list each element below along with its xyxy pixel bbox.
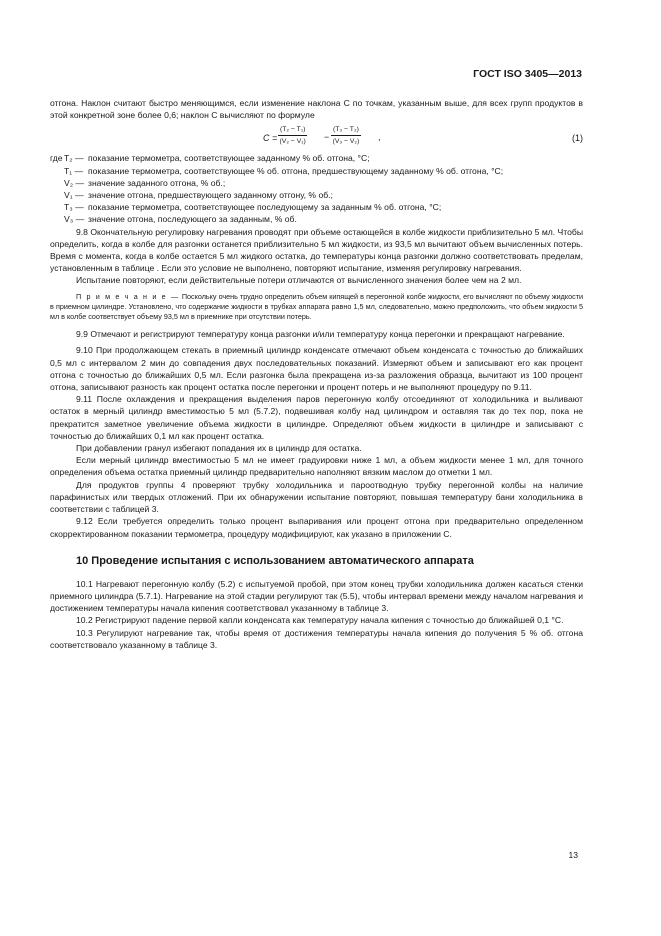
paragraph-9-8: 9.8 Окончательную регулировку нагревания проводят при объеме остающейся в колбе жидкости приблизительно 5 мл. Чтобы определить, когда в колбе для разгонки останется приблизительно 5 мл жидкости, из 93,5 мл вычитают объем вычисленных потерь. Время с момента, когда в колбе остается 5 мл жидкого остатка, до температуры конца разгонки должно соответствовать пределам, установленным в таблице . Если это условие не выполнено, повторяют испытание, изменяя регулировку нагревания.	[50, 226, 583, 274]
page-number: 13	[568, 850, 578, 860]
formula-fraction-2	[331, 124, 361, 147]
formula-tail: ,	[378, 132, 381, 143]
definition-row: V₁ — значение отгона, предшествующего заданному отгону, % об.;	[64, 190, 333, 201]
note-label: П р и м е ч а н и е —	[76, 291, 180, 301]
fraction-1-numerator: (T₂ − T₁)	[278, 124, 307, 136]
definition-row: где T₂ — показание термометра, соответствующее заданному % об. отгона, °C;	[50, 153, 370, 164]
definition-row: T₁ — показание термометра, соответствующее % об. отгона, предшествующему заданному % об. отгона, °C;	[64, 165, 504, 176]
paragraph-cylinder: Если мерный цилиндр вместимостью 5 мл не имеет градуировки ниже 1 мл, а объем жидкости менее 1 мл, для точного определения объема остатка приемный цилиндр предварительно наполняют вязким маслом до отметки 1 мл.	[50, 455, 583, 478]
section-heading: 10 Проведение испытания с использованием автоматического аппарата	[76, 554, 474, 567]
paragraph-9-10: 9.10 При продолжающем стекать в приемный цилиндр конденсате отмечают объем конденсата с точностью до ближайших 0,5 мл с интервалом 2 мин до совпадения двух последовательных показаний. Измеряют объем и записывают его как процент отгона с точностью до ближайших 0,5 мл. Если разгонка была прекращена из-за разложения образца, вычитают из 100 процент отгона, записывают разность как процент остатка после перегонки и процент потерь и не выполняют процедуру по 9.11.	[50, 345, 583, 393]
paragraph-10-1: 10.1 Нагревают перегонную колбу (5.2) с испытуемой пробой, при этом конец трубки холодильника должен касаться стенки приемного цилиндра (5.7.1). Нагревание на этой стадии регулируют так (5.5), чтобы интервал времени между началом нагревания и достижением температуры начала кипения соответствовал указанному в таблице 3.	[50, 578, 583, 614]
fraction-2-denominator: (V₃ − V₂)	[332, 138, 360, 146]
note	[50, 292, 583, 323]
formula-separator: −	[324, 132, 330, 143]
definition-row: V₃ — значение отгона, последующего за заданным, % об.	[64, 214, 297, 225]
formula-lhs: C =	[263, 133, 278, 144]
page-body	[50, 97, 583, 651]
paragraph-group-4: Для продуктов группы 4 проверяют трубку холодильника и пароотводную трубку перегонной колбы на наличие парафинистых или твердых отложений. При их обнаружении испытание повторяют, повышая температуру бани холодильника в соответствии с таблицей 3.	[50, 479, 583, 515]
document-header: ГОСТ ISO 3405—2013	[473, 68, 582, 80]
paragraph-repeat-test: Испытание повторяют, если действительные потери отличаются от вычисленного значения более чем на 2 мл.	[76, 275, 522, 286]
paragraph-granules: При добавлении гранул избегают попадания их в цилиндр для остатка.	[76, 443, 362, 454]
paragraph-9-9: 9.9 Отмечают и регистрируют температуру конца разгонки и/или температуру конца перегонки и прекращают нагревание.	[76, 329, 565, 340]
paragraph-9-12: 9.12 Если требуется определить только процент выпаривания или процент отгона при предварительно определенном скорректированном показании термометра, процедуру модифицируют, как указано в приложении C.	[50, 516, 583, 539]
variable-definitions	[50, 152, 583, 225]
fraction-2-numerator: (T₃ − T₂)	[331, 124, 361, 136]
paragraph-intro: отгона. Наклон считают быстро меняющимся, если изменение наклона C по точкам, указанным выше, для всех групп продуктов в этой конкретной зоне более 0,6; наклон C вычисляют по формуле	[50, 98, 583, 121]
definition-row: V₂ — значение заданного отгона, % об.;	[64, 177, 226, 188]
definition-row: T₃ — показание термометра, соответствующее последующему за заданным % об. отгона, °C;	[64, 202, 442, 213]
paragraph-9-11: 9.11 После охлаждения и прекращения выделения паров перегонную колбу отсоединяют от холодильника и выливают остаток в мерный цилиндр вместимостью 5 мл (5.7.2), подвешивая колбу над цилиндром и оставляя так до тех пор, пока не прекратится заметное увеличение объема жидкости в цилиндре. Определяют объем жидкости в цилиндре и записывают с точностью до ближайших 0,1 мл как процент остатка.	[50, 394, 583, 441]
paragraph-10-3: 10.3 Регулируют нагревание так, чтобы время от достижения температуры начала кипения до получения 5 % об. отгона соответствовало указанному в таблице 3.	[50, 627, 583, 650]
note-text: Поскольку очень трудно определить объем кипящей в перегонной колбе жидкости, его вычисляют по объему жидкости в приемном цилиндре. Установлено, что содержание жидкости в трубках аппарата равно 1,5 мл, следовательно, можно предположить, что объем жидкости 5 мл в колбе соответствует объему 93,5 мл в приемнике при отсутствии потерь.	[50, 291, 583, 322]
formula-1	[50, 124, 583, 150]
formula-fraction-1	[278, 124, 307, 147]
formula-number: (1)	[572, 133, 583, 144]
paragraph-10-2: 10.2 Регистрируют падение первой капли конденсата как температуру начала кипения с точностью до ближайшей 0,1 °C.	[76, 615, 564, 626]
fraction-1-denominator: (V₂ − V₁)	[279, 138, 306, 146]
